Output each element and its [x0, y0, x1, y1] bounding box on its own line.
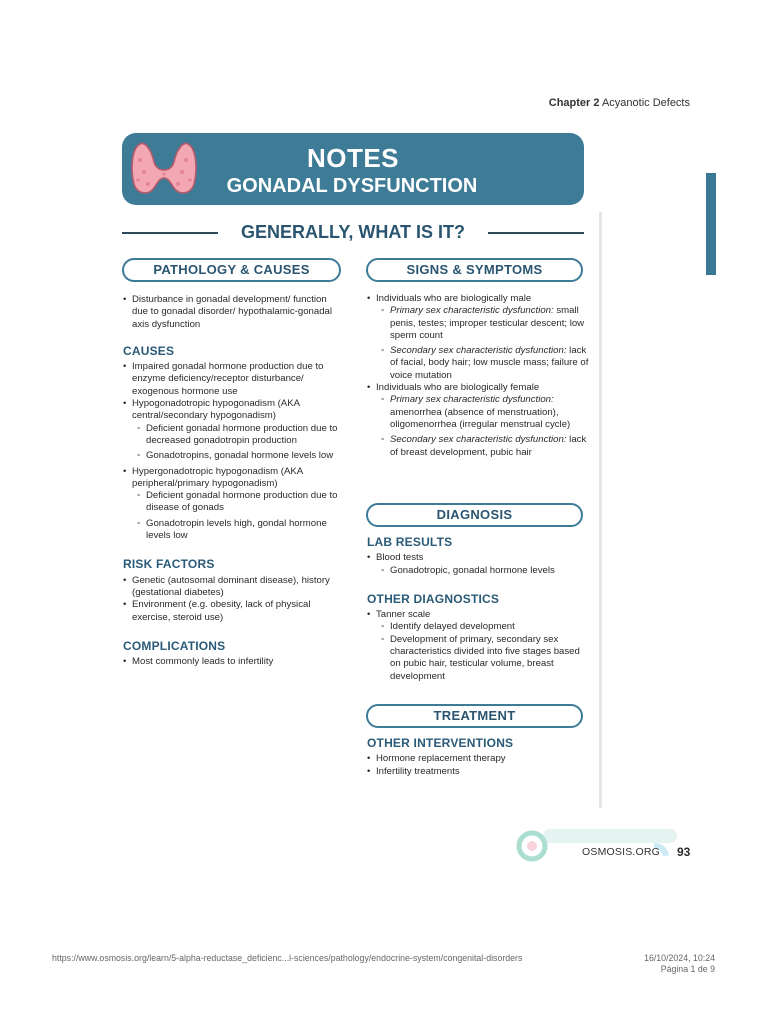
treatment-column: [367, 723, 589, 778]
list-item: ◦ Primary sex characteristic dysfunction: small penis, testes; improper testicular descent; low sperm count: [367, 305, 589, 342]
chapter-side-tab: [706, 173, 716, 275]
list-item: • Disturbance in gonadal development/ function due to gonadal disorder/ hypothalamic-gonadal axis dysfunction: [123, 294, 343, 331]
list-item: • Hypergonadotropic hypogonadism (AKA peripheral/primary hypogonadism): [123, 466, 343, 491]
list-item: ◦ Development of primary, secondary sex characteristics divided into five stages based on pubic hair, testicular volume, breast development: [367, 634, 589, 683]
risk-factors-heading: RISK FACTORS: [123, 557, 215, 572]
diagnosis-column: [367, 522, 589, 683]
page-number: 93: [677, 845, 691, 859]
signs-column: [367, 293, 589, 459]
signs-symptoms-pill: SIGNS & SYMPTOMS: [366, 258, 583, 282]
list-item: ◦ Gonadotropins, gonadal hormone levels low: [123, 450, 343, 462]
list-item: ◦ Gonadotropin levels high, gondal hormone levels low: [123, 518, 343, 543]
chapter-label: Chapter 2 Acyanotic Defects: [548, 97, 690, 109]
list-item: • Environment (e.g. obesity, lack of physical exercise, steroid use): [123, 599, 343, 624]
banner-title: NOTES: [306, 143, 400, 173]
list-item: • Impaired gonadal hormone production due to enzyme deficiency/receptor disturbance/ exogenous hormone use: [123, 361, 343, 398]
list-item: ◦ Secondary sex characteristic dysfunction: lack of breast development, pubic hair: [367, 434, 589, 459]
list-item: ◦ Deficient gonadal hormone production due to decreased gonadotropin production: [123, 423, 343, 448]
list-item: ◦ Gonadotropic, gonadal hormone levels: [367, 565, 589, 577]
causes-heading: CAUSES: [123, 343, 175, 358]
footer-date: [644, 953, 715, 975]
list-item: • Hypogonadotropic hypogonadism (AKA central/secondary hypogonadism): [123, 398, 343, 423]
page-count: Página 1 de 9: [660, 964, 715, 974]
treatment-pill: TREATMENT: [366, 704, 583, 728]
section-heading: [122, 220, 584, 246]
list-item: • Hormone replacement therapy: [367, 753, 589, 765]
list-item: • Tanner scale: [367, 609, 589, 621]
diagnosis-pill: DIAGNOSIS: [366, 503, 583, 527]
thyroid-icon: [128, 138, 200, 200]
list-item: ◦ Secondary sex characteristic dysfunction: lack of facial, body hair; low muscle mass; failure of voice mutation: [367, 345, 589, 382]
list-item: • Individuals who are biologically female: [367, 382, 589, 394]
list-item: • Genetic (autosomal dominant disease), history (gestational diabetes): [123, 575, 343, 600]
pathology-causes-pill: PATHOLOGY & CAUSES: [122, 258, 341, 282]
banner-subtitle: GONADAL DYSFUNCTION: [226, 175, 478, 197]
list-item: ◦ Primary sex characteristic dysfunction: amenorrhea (absence of menstruation), oligomenorrhea (irregular menstrual cycle): [367, 394, 589, 431]
list-item: • Individuals who are biologically male: [367, 293, 589, 305]
list-item: ◦ Deficient gonadal hormone production due to disease of gonads: [123, 490, 343, 515]
other-interventions-heading: OTHER INTERVENTIONS: [367, 736, 514, 750]
complications-heading: COMPLICATIONS: [123, 638, 226, 653]
list-item: • Blood tests: [367, 552, 589, 564]
column-divider: [599, 212, 602, 808]
left-column: [123, 294, 343, 668]
print-date: 16/10/2024, 10:24: [644, 953, 715, 963]
heading-rule-right: [488, 232, 584, 234]
list-item: ◦ Identify delayed development: [367, 621, 589, 633]
section-title: GENERALLY, WHAT IS IT?: [240, 222, 465, 242]
footer-url[interactable]: https://www.osmosis.org/learn/5-alpha-reductase_deficienc...l-sciences/pathology/endocrine-system/congenital-disorders: [52, 953, 523, 963]
osmosis-brand[interactable]: OSMOSIS.ORG: [582, 846, 661, 858]
list-item: • Most commonly leads to infertility: [123, 656, 343, 668]
other-diagnostics-heading: OTHER DIAGNOSTICS: [367, 591, 500, 606]
list-item: • Infertility treatments: [367, 766, 589, 778]
lab-results-heading: LAB RESULTS: [367, 535, 453, 549]
